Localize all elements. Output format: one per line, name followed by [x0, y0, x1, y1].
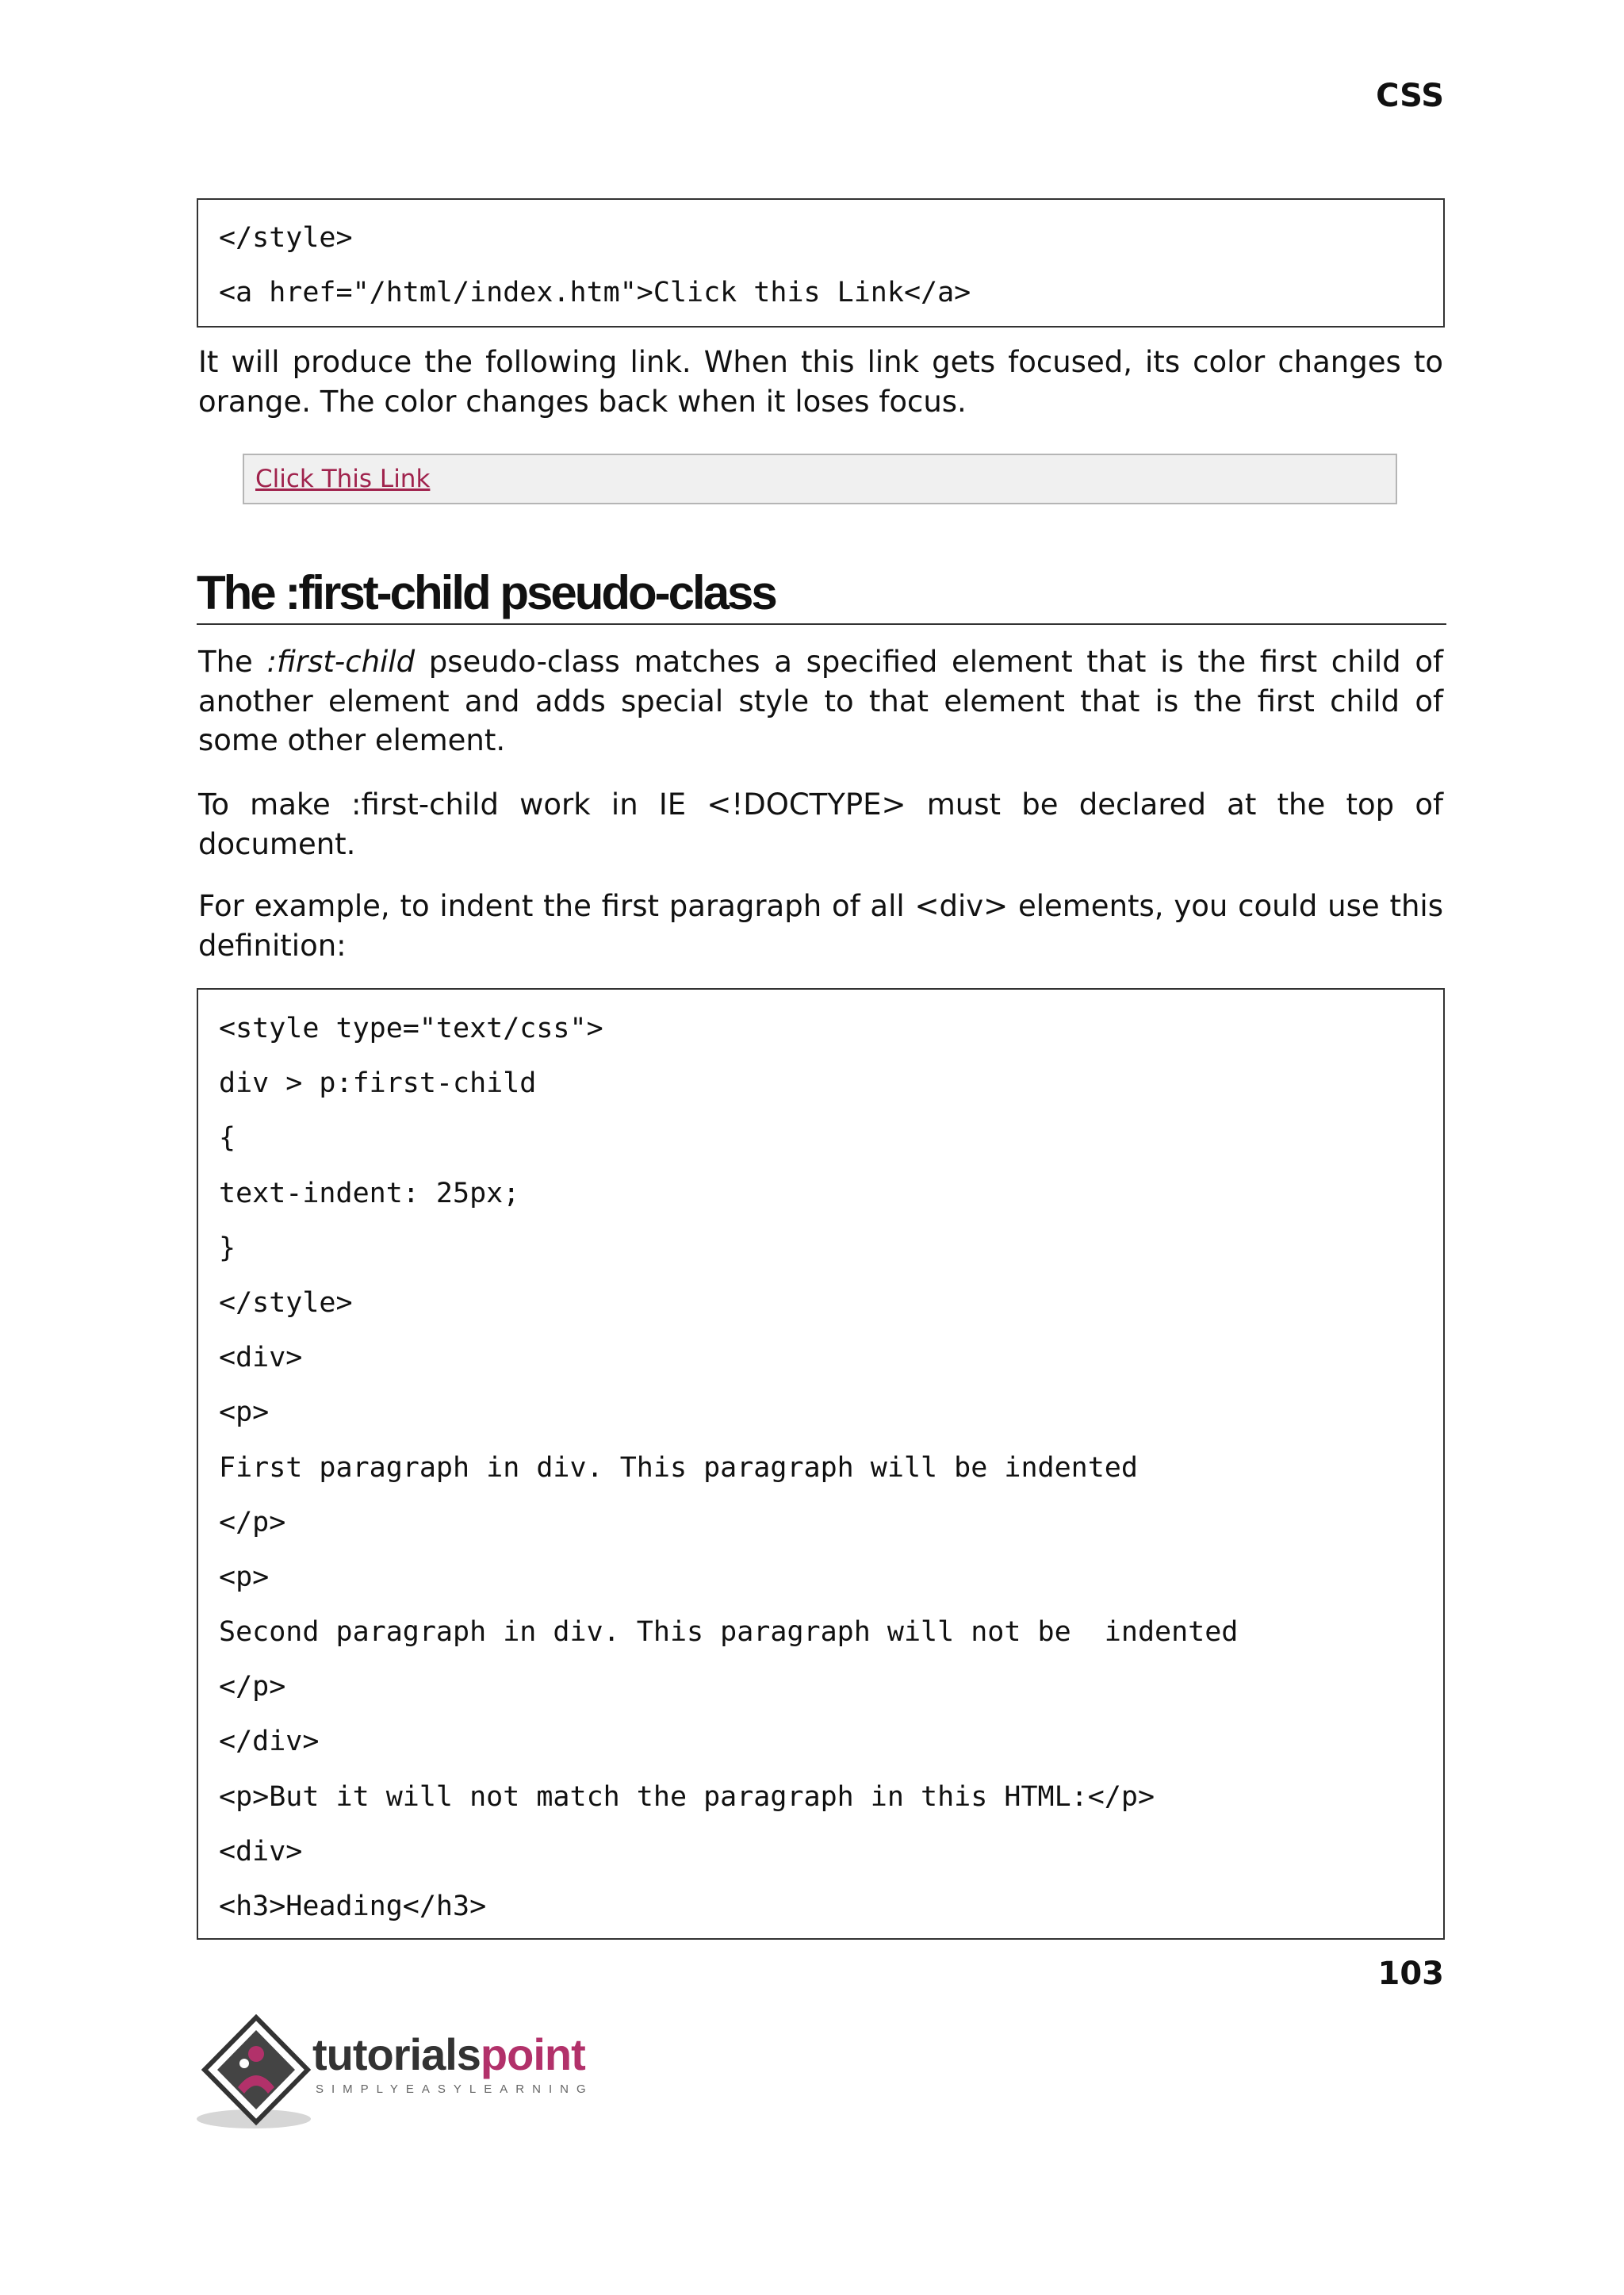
code-line: </style>: [219, 1286, 353, 1319]
tutorialspoint-logo: [197, 2014, 609, 2133]
code-line: <p>But it will not match the paragraph in this HTML:</p>: [219, 1780, 1155, 1813]
code-line: Second paragraph in div. This paragraph will not be indented: [219, 1616, 1239, 1649]
code-line: <div>: [219, 1342, 303, 1374]
body-paragraph: To make :first-child work in IE <!DOCTYPE> must be declared at the top of document.: [198, 787, 1443, 861]
intro-prefix: The: [198, 645, 267, 679]
intro-paragraph: [198, 642, 1443, 761]
code-line: </style>: [219, 222, 353, 254]
logo-wordmark-part2: point: [480, 2029, 585, 2079]
code-line: <a href="/html/index.htm">Click this Link</a>: [219, 277, 971, 309]
logo-tagline: SIMPLYEASYLEARNING: [316, 2082, 594, 2096]
code-line: <p>: [219, 1397, 270, 1429]
code-line: }: [219, 1232, 236, 1264]
code-line: {: [219, 1122, 236, 1155]
code-line: First paragraph in div. This paragraph will be indented: [219, 1451, 1138, 1484]
code-block: [197, 198, 1445, 328]
page-number: 103: [1377, 1956, 1444, 1992]
code-line: </div>: [219, 1726, 320, 1758]
intro-italic-term: :first-child: [266, 645, 416, 679]
code-line: div > p:first-child: [219, 1067, 537, 1100]
code-line: <div>: [219, 1835, 303, 1868]
section-heading: The :first-child pseudo-class: [197, 565, 1446, 625]
code-line: text-indent: 25px;: [219, 1177, 520, 1209]
body-paragraph: It will produce the following link. When this link gets focused, its color changes to orange. The color changes back when it loses focus.: [198, 345, 1443, 419]
logo-diamond-icon: [197, 2014, 316, 2133]
code-line: <h3>Heading</h3>: [219, 1891, 487, 1922]
logo-wordmark: [312, 2029, 585, 2080]
page-header-title: CSS: [1376, 78, 1444, 114]
intro-rest: pseudo-class matches a specified element that is the first child of another element and adds special style to that element that is the first child of some other element.: [198, 645, 1443, 758]
code-line: <style type="text/css">: [219, 1013, 603, 1044]
logo-wordmark-part1: tutorials: [312, 2029, 481, 2079]
link-demo-output: [243, 454, 1397, 504]
code-line: <p>: [219, 1561, 270, 1593]
code-line: </p>: [219, 1506, 286, 1538]
body-paragraph: For example, to indent the first paragraph of all <div> elements, you could use this definition:: [198, 889, 1443, 963]
demo-link[interactable]: Click This Link: [255, 465, 431, 493]
code-block: [197, 988, 1445, 1940]
code-line: </p>: [219, 1671, 286, 1703]
